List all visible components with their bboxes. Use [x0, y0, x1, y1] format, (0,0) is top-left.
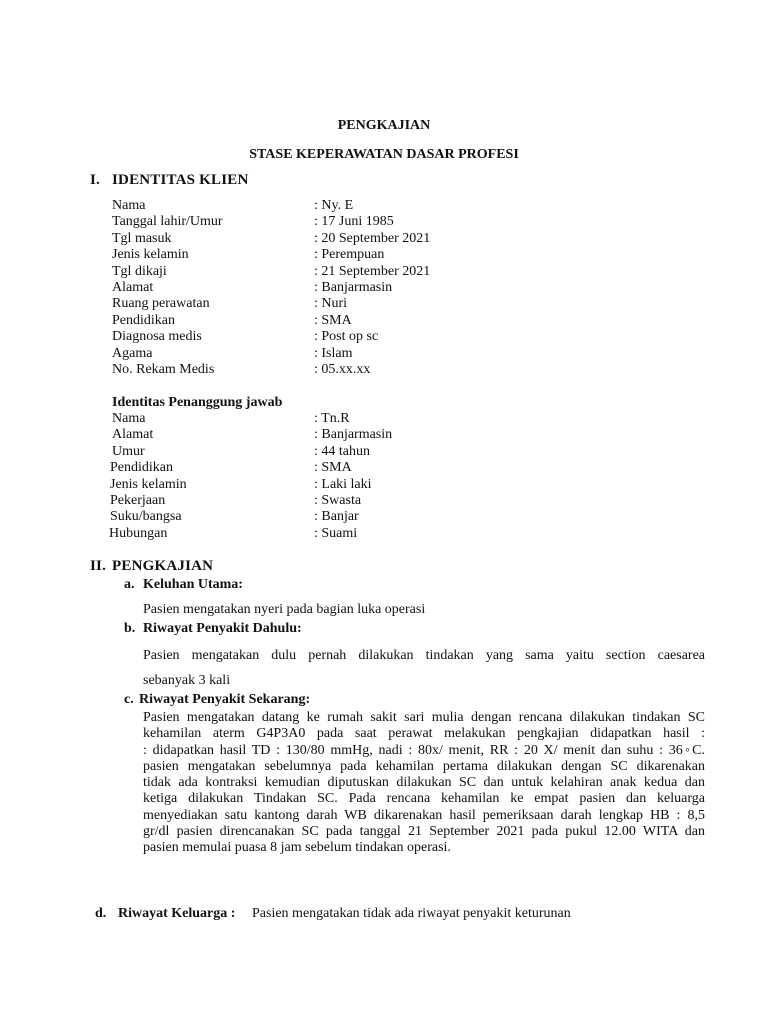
past-history-line: sebanyak 3 kali [143, 673, 231, 688]
identity-row [112, 313, 432, 329]
identity-label: Nama [112, 198, 146, 213]
identity-row [112, 362, 432, 378]
identity-value: : SMA [314, 460, 352, 476]
identity-row [112, 198, 432, 214]
identity-label: Tgl dikaji [112, 263, 167, 279]
identity-label: Pendidikan [112, 312, 175, 328]
identity-label: Suku/bangsa [110, 509, 182, 525]
past-history-line: Pasien mengatakan dulu pernah dilakukan tindakan yang sama yaitu section caesarea [143, 648, 705, 663]
identity-row [110, 460, 430, 476]
identity-value: : Banjarmasin [314, 280, 393, 295]
identity-value: : Nuri [314, 296, 348, 312]
identity-label: Nama [112, 411, 146, 426]
present-history-line: ketiga dilakukan Tindakan SC. Pada rencana kehamilan ke empat pasien dan keluarga [143, 791, 705, 807]
present-history-line: menyediakan satu kantong darah WB dikarenakan hasil pemeriksaan darah lengkap HB : 8,5 [143, 807, 705, 823]
present-history-line: Pasien mengatakan datang ke rumah sakit sari mulia dengan rencana dilakukan tindakan SC [143, 710, 705, 725]
identity-row [112, 214, 432, 230]
identity-label: Alamat [112, 427, 154, 443]
identity-label: Pekerjaan [110, 493, 166, 508]
identity-row [112, 264, 432, 280]
identity-label: Tanggal lahir/Umur [112, 214, 223, 230]
item-a-marker: a. [124, 577, 135, 592]
identity-value: : Perempuan [314, 247, 385, 263]
identity-label: Alamat [112, 280, 154, 295]
past-history-heading: Riwayat Penyakit Dahulu: [143, 621, 302, 636]
document-subtitle: STASE KEPERAWATAN DASAR PROFESI [249, 147, 519, 162]
identity-row [110, 477, 430, 493]
identity-value: : 17 Juni 1985 [314, 214, 394, 230]
chief-complaint-heading: Keluhan Utama: [143, 577, 243, 592]
identity-label: Hubungan [109, 525, 168, 541]
identity-value: : Post op sc [314, 329, 379, 345]
identity-row [109, 526, 429, 542]
section-2-numeral: II. [90, 558, 107, 574]
present-history-line: pasien memulai puasa 8 jam sebelum tindakan operasi. [143, 840, 451, 856]
section-1-heading: IDENTITAS KLIEN [112, 172, 249, 188]
identity-row [112, 296, 432, 312]
section-1-numeral: I. [90, 172, 100, 188]
present-history-line: gr/dl pasien direncanakan SC pada tanggal 21 September 2021 pada pukul 12.00 WITA dan [143, 824, 705, 840]
identity-row [110, 493, 430, 509]
present-history-line: kehamilan aterm G4P3A0 pada saat perawat melakukan pengkajian didapatkan hasil : [143, 726, 705, 742]
identity-row [112, 329, 432, 345]
present-history-text [143, 710, 705, 857]
identity-value: : Ny. E [314, 198, 354, 213]
identity-row [112, 231, 432, 247]
identity-value: : Suami [314, 525, 358, 541]
identity-row [112, 444, 432, 460]
identity-value: : Banjarmasin [314, 427, 393, 443]
identity-label: Diagnosa medis [112, 329, 202, 345]
item-d-marker: d. [95, 906, 107, 921]
section-2-heading: PENGKAJIAN [112, 558, 214, 574]
identity-label: Jenis kelamin [110, 476, 187, 492]
family-history-heading: Riwayat Keluarga : [118, 906, 236, 921]
identity-row [112, 411, 432, 427]
identity-value: : 44 tahun [314, 443, 370, 459]
identity-value: : 20 September 2021 [314, 230, 431, 246]
chief-complaint-text: Pasien mengatakan nyeri pada bagian luka operasi [143, 602, 426, 617]
identity-row [112, 427, 432, 443]
identity-row [112, 346, 432, 362]
identity-value: : Islam [314, 345, 353, 361]
guardian-heading: Identitas Penanggung jawab [112, 395, 283, 410]
identity-label: Jenis kelamin [112, 247, 189, 263]
identity-value: : 05.xx.xx [314, 362, 371, 377]
identity-value: : Swasta [314, 493, 362, 508]
family-history-text: Pasien mengatakan tidak ada riwayat penyakit keturunan [252, 906, 571, 921]
present-history-line: pasien mengatakan sebelumnya pada kehamilan pertama dilakukan dengan SC dikarenakan [143, 758, 705, 774]
identity-label: Tgl masuk [112, 230, 172, 246]
identity-label: Ruang perawatan [112, 296, 210, 312]
present-history-line: : didapatkan hasil TD : 130/80 mmHg, nadi : 80x/ menit, RR : 20 X/ menit dan suhu : 36◦C. [143, 742, 705, 758]
identity-row [110, 509, 430, 525]
present-history-line: tidak ada kontraksi kemudian diputuskan dilakukan SC dan untuk kelahiran anak kedua dan [143, 775, 705, 791]
identity-value: : 21 September 2021 [314, 263, 431, 279]
identity-value: : Banjar [314, 509, 359, 525]
identity-label: Umur [112, 443, 145, 459]
identity-label: No. Rekam Medis [112, 362, 215, 377]
identity-value: : SMA [314, 312, 352, 328]
identity-value: : Laki laki [314, 476, 372, 492]
identity-row [112, 247, 432, 263]
identity-row [112, 280, 432, 296]
present-history-heading: Riwayat Penyakit Sekarang: [139, 692, 311, 707]
identity-value: : Tn.R [314, 411, 350, 426]
document-title: PENGKAJIAN [337, 118, 431, 133]
item-b-marker: b. [124, 621, 136, 636]
identity-label: Agama [112, 345, 153, 361]
item-c-marker: c. [124, 692, 134, 707]
past-history-text [143, 648, 705, 664]
identity-label: Pendidikan [110, 460, 173, 476]
